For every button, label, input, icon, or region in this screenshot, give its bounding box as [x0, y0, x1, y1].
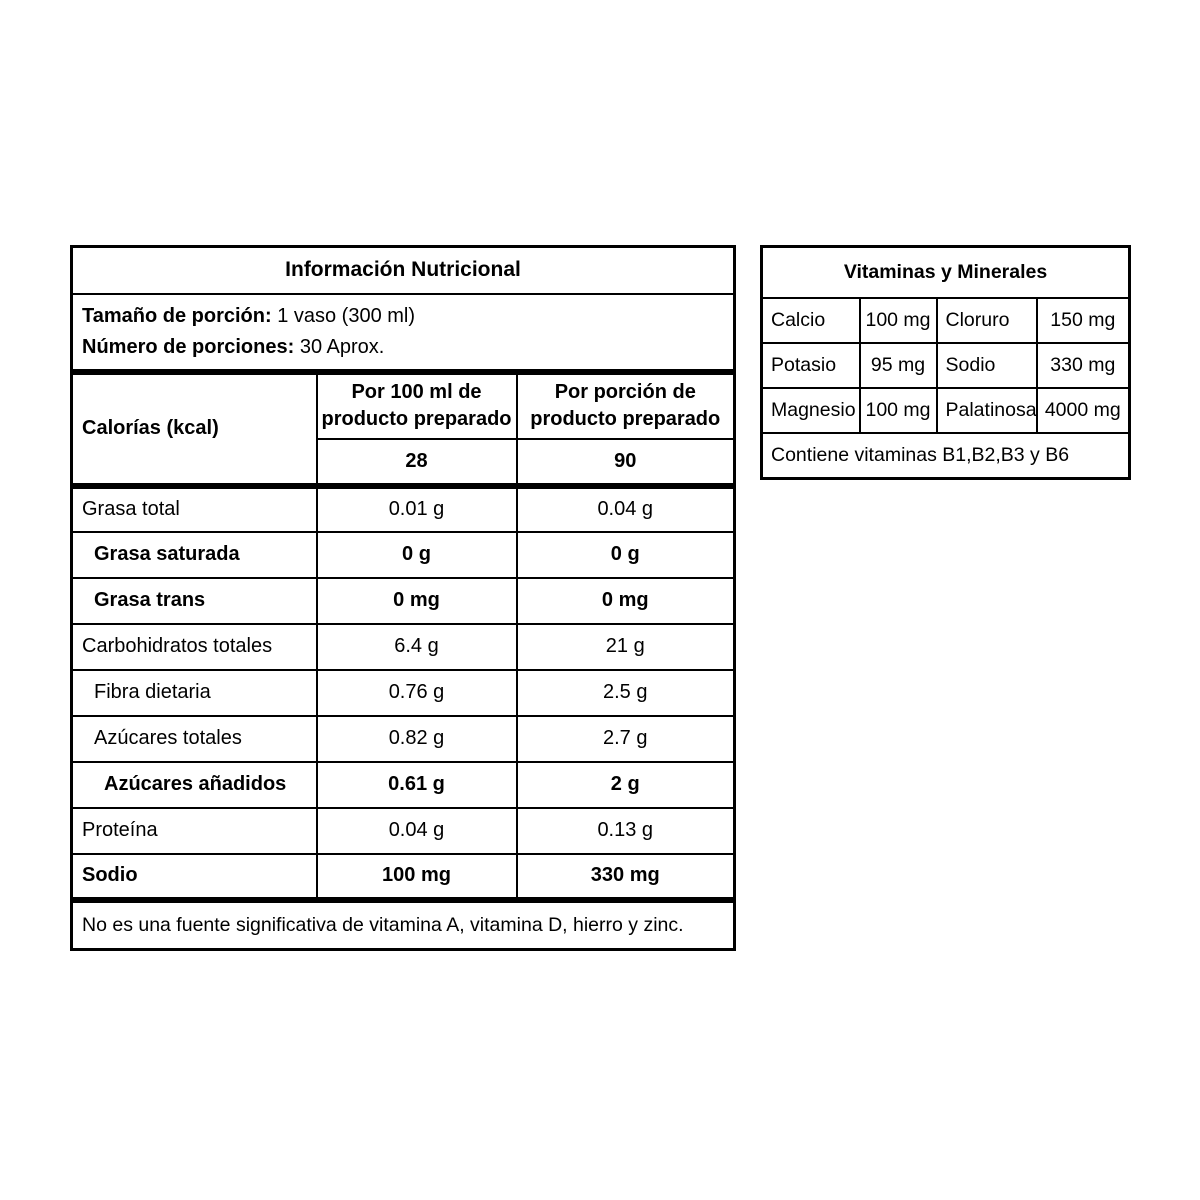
table-row-azucares-totales	[72, 716, 735, 762]
nutrient-value-per-100ml: 0.01 g	[317, 486, 517, 532]
serving-size-label: Tamaño de porción:	[82, 304, 272, 327]
vitamins-title-row	[762, 247, 1130, 298]
nutrient-value-per-100ml: 0.76 g	[317, 670, 517, 716]
table-row-sodio	[72, 854, 735, 900]
nutrient-label: Proteína	[72, 808, 317, 854]
nutrient-value-per-serving: 0.13 g	[517, 808, 735, 854]
nutrient-value-per-100ml: 0 g	[317, 532, 517, 578]
nutrient-value-per-100ml: 0 mg	[317, 578, 517, 624]
table-row-potasio-sodio	[762, 343, 1130, 388]
serving-size-line	[82, 301, 725, 332]
calories-row-label: Calorías (kcal)	[72, 372, 317, 486]
nutrient-label: Azúcares añadidos	[72, 762, 317, 808]
vitamins-footnote: Contiene vitaminas B1,B2,B3 y B6	[762, 433, 1130, 479]
nutrient-value-per-serving: 330 mg	[517, 854, 735, 900]
mineral-label: Sodio	[937, 343, 1037, 388]
servings-count-value: 30 Aprox.	[299, 335, 385, 358]
table-row-fibra	[72, 670, 735, 716]
nutrient-value-per-serving: 2.7 g	[517, 716, 735, 762]
mineral-label: Magnesio	[762, 388, 860, 433]
calories-per-serving-value: 90	[517, 439, 735, 486]
nutrient-value-per-100ml: 0.82 g	[317, 716, 517, 762]
table-row-grasa-trans	[72, 578, 735, 624]
servings-count-line	[82, 332, 725, 363]
nutrient-value-per-100ml: 100 mg	[317, 854, 517, 900]
nutrient-label: Fibra dietaria	[72, 670, 317, 716]
nutrient-label: Carbohidratos totales	[72, 624, 317, 670]
nutrient-label: Sodio	[72, 854, 317, 900]
calories-header-row	[72, 372, 735, 439]
serving-info-cell	[72, 294, 735, 372]
mineral-value: 100 mg	[860, 388, 937, 433]
nutrition-footnote: No es una fuente significativa de vitamina A, vitamina D, hierro y zinc.	[72, 900, 735, 950]
mineral-value: 4000 mg	[1037, 388, 1130, 433]
nutrient-value-per-serving: 2.5 g	[517, 670, 735, 716]
calories-per-100ml-value: 28	[317, 439, 517, 486]
nutrient-label: Grasa trans	[72, 578, 317, 624]
table-row-magnesio-palatinosa	[762, 388, 1130, 433]
vitamins-footnote-row	[762, 433, 1130, 479]
nutrient-label: Grasa total	[72, 486, 317, 532]
table-row-grasa-total	[72, 486, 735, 532]
vitamins-table-title: Vitaminas y Minerales	[762, 247, 1130, 298]
nutrient-value-per-serving: 0 g	[517, 532, 735, 578]
mineral-value: 95 mg	[860, 343, 937, 388]
nutrient-value-per-serving: 2 g	[517, 762, 735, 808]
table-row-calcio-cloruro	[762, 298, 1130, 343]
mineral-label: Potasio	[762, 343, 860, 388]
nutrient-label: Grasa saturada	[72, 532, 317, 578]
column-header-per-serving: Por porción de producto preparado	[517, 372, 735, 439]
mineral-value: 100 mg	[860, 298, 937, 343]
table-row-azucares-anadidos	[72, 762, 735, 808]
nutrient-value-per-100ml: 0.61 g	[317, 762, 517, 808]
nutrient-label: Azúcares totales	[72, 716, 317, 762]
mineral-label: Calcio	[762, 298, 860, 343]
column-header-per-100ml: Por 100 ml de producto preparado	[317, 372, 517, 439]
vitamins-minerals-table	[760, 245, 1131, 480]
mineral-value: 150 mg	[1037, 298, 1130, 343]
table-row-grasa-saturada	[72, 532, 735, 578]
serving-info-row	[72, 294, 735, 372]
nutrient-value-per-100ml: 6.4 g	[317, 624, 517, 670]
nutrition-title-row	[72, 247, 735, 294]
mineral-value: 330 mg	[1037, 343, 1130, 388]
nutrient-value-per-serving: 0 mg	[517, 578, 735, 624]
mineral-label: Palatinosa	[937, 388, 1037, 433]
mineral-label: Cloruro	[937, 298, 1037, 343]
servings-count-label: Número de porciones:	[82, 335, 295, 358]
footnote-row	[72, 900, 735, 950]
serving-size-value: 1 vaso (300 ml)	[277, 304, 416, 327]
table-row-proteina	[72, 808, 735, 854]
nutrient-value-per-100ml: 0.04 g	[317, 808, 517, 854]
nutrition-table-title: Información Nutricional	[72, 247, 735, 294]
nutrient-value-per-serving: 21 g	[517, 624, 735, 670]
nutrient-value-per-serving: 0.04 g	[517, 486, 735, 532]
nutrition-facts-table	[70, 245, 736, 951]
table-row-carbohidratos	[72, 624, 735, 670]
